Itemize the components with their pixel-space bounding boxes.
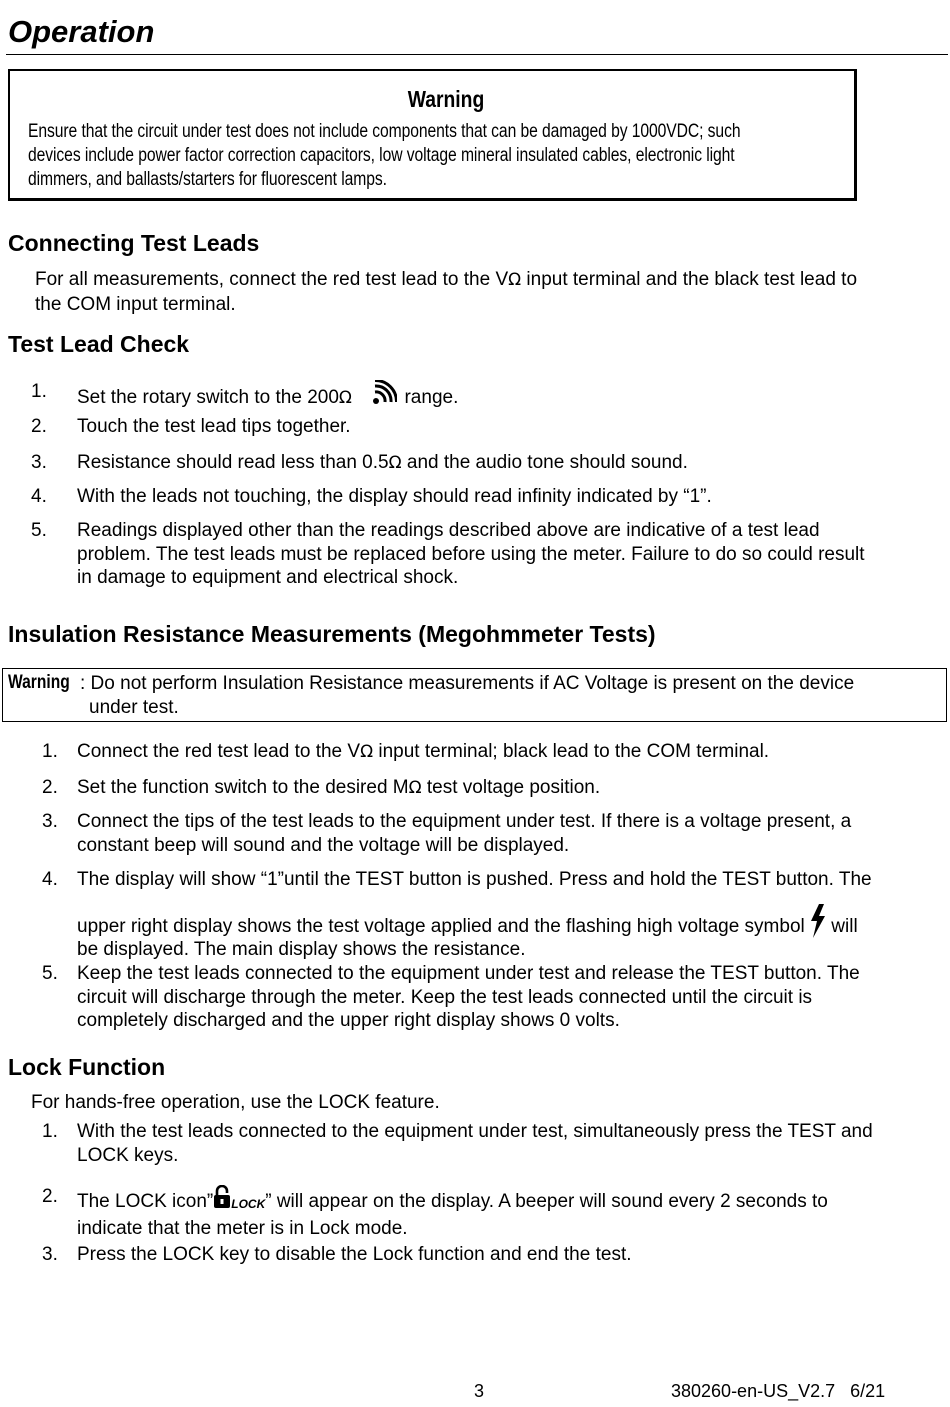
ohm-symbol: Ω <box>338 388 352 408</box>
warning-title: Warning <box>407 86 485 112</box>
list-number: 1. <box>42 741 58 762</box>
warning-line: Ensure that the circuit under test does not include components that can be damaged by 1000VDC; such <box>28 121 741 142</box>
lock-heading: Lock Function <box>8 1054 166 1080</box>
list-number: 5. <box>31 520 47 541</box>
lock-intro: For hands-free operation, use the LOCK feature. <box>31 1092 440 1113</box>
ohm-symbol: Ω <box>388 453 402 473</box>
ohm-symbol: Ω <box>508 270 522 290</box>
lock-icon <box>213 1185 265 1217</box>
insulation-warning-text: under test. <box>89 697 179 718</box>
padlock-icon <box>213 1185 231 1209</box>
continuity-beeper-icon <box>371 380 397 406</box>
list-number: 2. <box>31 416 47 437</box>
list-number: 2. <box>42 777 58 798</box>
warning-line: devices include power factor correction capacitors, low voltage mineral insulated cables, electronic light <box>28 145 735 166</box>
list-number: 1. <box>42 1121 58 1142</box>
page-title: Operation <box>8 14 155 49</box>
connecting-heading: Connecting Test Leads <box>8 230 260 256</box>
ohm-symbol: Ω <box>408 778 422 798</box>
list-number: 1. <box>31 381 47 402</box>
list-number: 2. <box>42 1186 58 1207</box>
list-number: 3. <box>42 1244 58 1265</box>
connecting-line: For all measurements, connect the red test lead to the VΩ input terminal and the black test lead to <box>35 269 858 290</box>
list-number: 4. <box>31 486 47 507</box>
insulation-warning-text: : Do not perform Insulation Resistance measurements if AC Voltage is present on the device <box>80 673 855 694</box>
document-id: 380260-en-US_V2.7 6/21 <box>671 1381 886 1401</box>
insulation-heading: Insulation Resistance Measurements (Megohmmeter Tests) <box>8 621 656 647</box>
warning-text <box>28 120 820 192</box>
list-number: 5. <box>42 963 58 984</box>
high-voltage-icon <box>810 904 826 938</box>
lock-icon-label: LOCK <box>231 1197 266 1211</box>
page-number: 3 <box>474 1381 485 1401</box>
connecting-line: the COM input terminal. <box>35 293 236 315</box>
list-number: 3. <box>31 452 47 473</box>
insulation-warning-label: Warning <box>8 672 70 693</box>
ohm-symbol: Ω <box>360 742 374 762</box>
list-number: 3. <box>42 811 58 832</box>
connecting-paragraph <box>35 268 857 316</box>
lead-check-heading: Test Lead Check <box>8 331 190 357</box>
list-number: 4. <box>42 869 58 890</box>
title-divider <box>6 54 948 55</box>
warning-line: dimmers, and ballasts/starters for fluorescent lamps. <box>28 169 387 190</box>
